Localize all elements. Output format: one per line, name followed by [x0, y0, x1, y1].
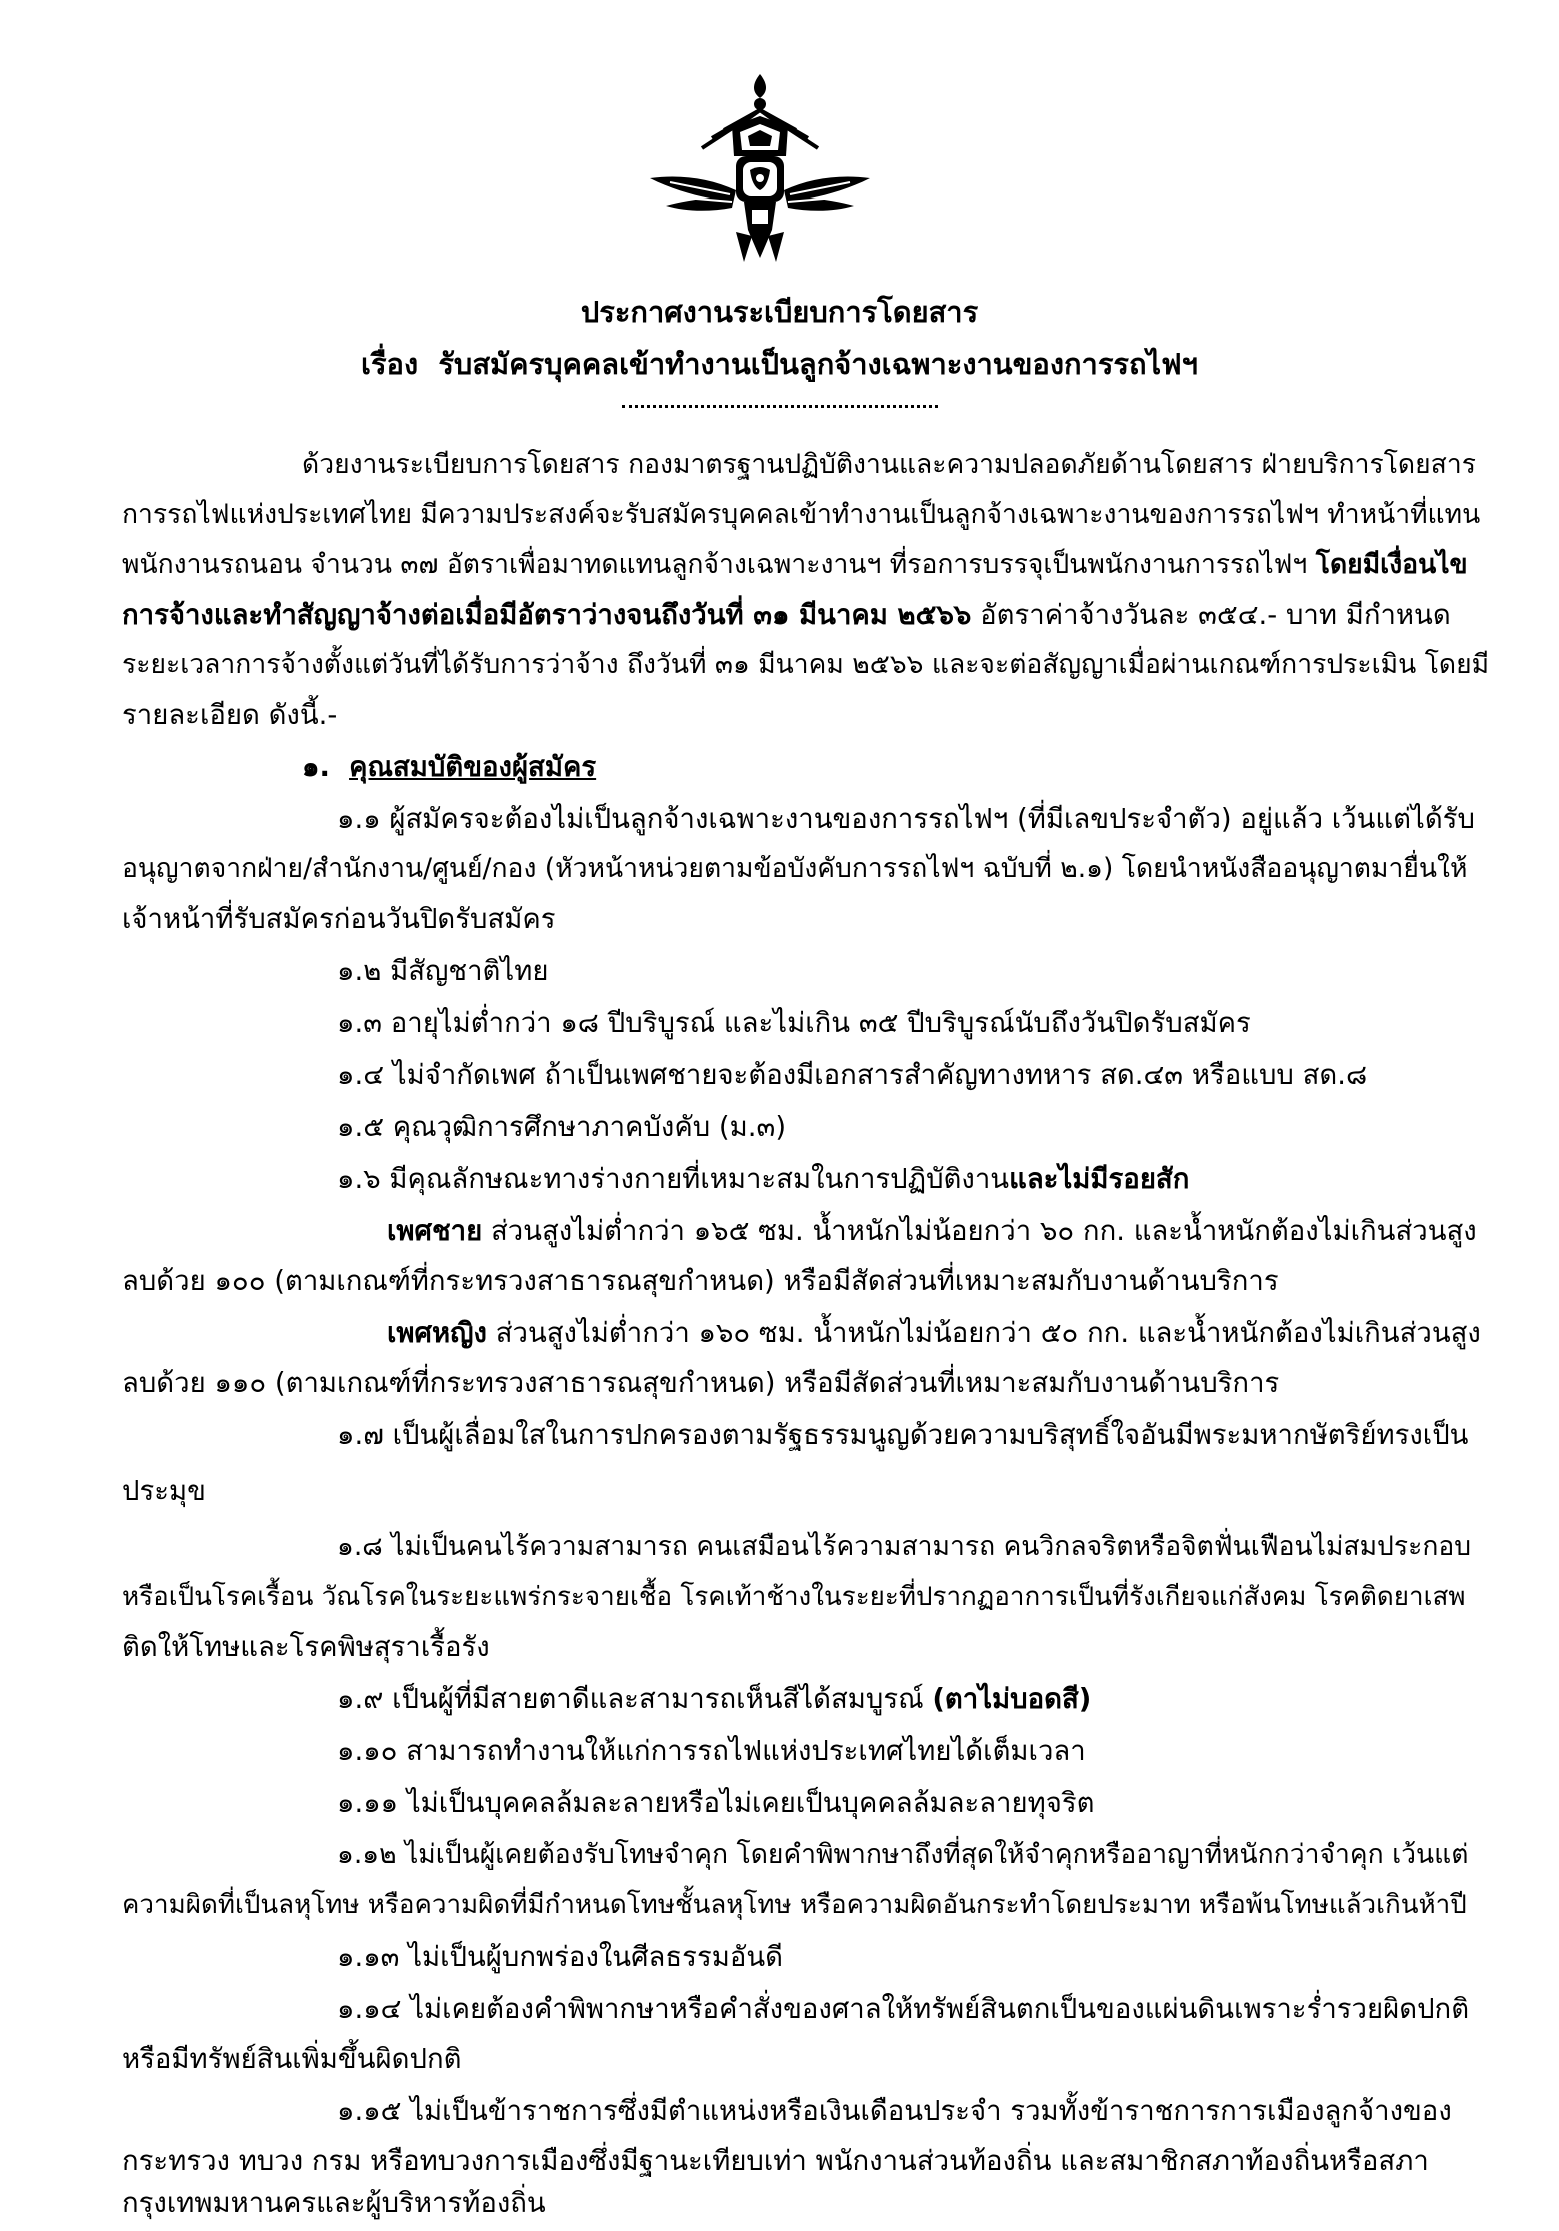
item-1-11: ๑.๑๑ ไม่เป็นบุคคลล้มละลายหรือไม่เคยเป็นบุคคลล้มละลายทุจริต [337, 1787, 1095, 1819]
item-1-15-line-1: ๑.๑๕ ไม่เป็นข้าราชการซึ่งมีตำแหน่งหรือเงินเดือนประจำ รวมทั้งข้าราชการการเมืองลูกจ้างของ [337, 2095, 1452, 2127]
announcement-title: ประกาศงานระเบียบการโดยสาร [580, 295, 979, 329]
item-1-1-line-3: เจ้าหน้าที่รับสมัครก่อนวันปิดรับสมัคร [122, 903, 556, 935]
intro-line-1: ด้วยงานระเบียบการโดยสาร กองมาตรฐานปฏิบัติงานและความปลอดภัยด้านโดยสาร ฝ่ายบริการโดยสาร [302, 449, 1476, 480]
item-1-12-line-1: ๑.๑๒ ไม่เป็นผู้เคยต้องรับโทษจำคุก โดยคำพิพากษาถึงที่สุดให้จำคุกหรืออาญาที่หนักกว่าจำคุก เว้นแต่ [337, 1839, 1469, 1870]
announcement-subject [0, 344, 1559, 384]
intro-line-5: ระยะเวลาการจ้างตั้งแต่วันที่ได้รับการว่าจ้าง ถึงวันที่ ๓๑ มีนาคม ๒๕๖๖ และจะต่อสัญญาเมื่อผ่านเกณฑ์การประเมิน โดยมี [122, 649, 1490, 680]
item-1-8-line-1: ๑.๘ ไม่เป็นคนไร้ความสามารถ คนเสมือนไร้ความสามารถ คนวิกลจริตหรือจิตฟั่นเฟือนไม่สมประกอบ [337, 1531, 1472, 1562]
male-criteria-line-1: เพศชาย ส่วนสูงไม่ต่ำกว่า ๑๖๕ ซม. น้ำหนักไม่น้อยกว่า ๖๐ กก. และน้ำหนักต้องไม่เกินส่วนสูง [387, 1215, 1477, 1247]
female-label: เพศหญิง [387, 1317, 487, 1349]
color-vision-bold: (ตาไม่บอดสี) [932, 1683, 1092, 1715]
intro-line-2: การรถไฟแห่งประเทศไทย มีความประสงค์จะรับสมัครบุคคลเข้าทำงานเป็นลูกจ้างเฉพาะงานของการรถไฟฯ ทำหน้าที่แทน [122, 499, 1481, 530]
item-1-12-line-2: ความผิดที่เป็นลหุโทษ หรือความผิดที่มีกำหนดโทษชั้นลหุโทษ หรือความผิดอันกระทำโดยประมาท หรือพ้นโทษแล้วเกินห้าปี [122, 1890, 1467, 1920]
female-criteria-line-1: เพศหญิง ส่วนสูงไม่ต่ำกว่า ๑๖๐ ซม. น้ำหนักไม่น้อยกว่า ๕๐ กก. และน้ำหนักต้องไม่เกินส่วนสูง [387, 1317, 1481, 1349]
item-1-2: ๑.๒ มีสัญชาติไทย [337, 955, 549, 987]
intro-date-bold: การจ้างและทำสัญญาจ้างต่อเมื่อมีอัตราว่างจนถึงวันที่ ๓๑ มีนาคม ๒๕๖๖ [122, 599, 972, 631]
item-1-15-line-3: กรุงเทพมหานครและผู้บริหารท้องถิ่น [122, 2187, 546, 2219]
male-label: เพศชาย [387, 1215, 483, 1247]
intro-condition-bold: โดยมีเงื่อนไข [1315, 549, 1468, 580]
state-railway-emblem [640, 70, 880, 270]
subject-text: รับสมัครบุคคลเข้าทำงานเป็นลูกจ้างเฉพาะงานของการรถไฟฯ [438, 347, 1198, 381]
no-tattoo-bold: และไม่มีรอยสัก [1009, 1163, 1190, 1195]
intro-line-6: รายละเอียด ดังนี้.- [122, 699, 338, 731]
item-1-4: ๑.๔ ไม่จำกัดเพศ ถ้าเป็นเพศชายจะต้องมีเอกสารสำคัญทางทหาร สด.๔๓ หรือแบบ สด.๘ [337, 1059, 1368, 1091]
intro-line-4: การจ้างและทำสัญญาจ้างต่อเมื่อมีอัตราว่างจนถึงวันที่ ๓๑ มีนาคม ๒๕๖๖ อัตราค่าจ้างวันละ ๓๕๔.- บาท มีกำหนด [122, 599, 1451, 631]
item-1-15-line-2: กระทรวง ทบวง กรม หรือทบวงการเมืองซึ่งมีฐานะเทียบเท่า พนักงานส่วนท้องถิ่น และสมาชิกสภาท้องถิ่นหรือสภา [122, 2145, 1429, 2177]
item-1-14-line-1: ๑.๑๔ ไม่เคยต้องคำพิพากษาหรือคำสั่งของศาลให้ทรัพย์สินตกเป็นของแผ่นดินเพราะร่ำรวยผิดปกติ [337, 1993, 1470, 2025]
item-1-1-line-1: ๑.๑ ผู้สมัครจะต้องไม่เป็นลูกจ้างเฉพาะงานของการรถไฟฯ (ที่มีเลขประจำตัว) อยู่แล้ว เว้นแต่ได้รับ [337, 803, 1475, 835]
item-1-6: ๑.๖ มีคุณลักษณะทางร่างกายที่เหมาะสมในการปฏิบัติงานและไม่มีรอยสัก [337, 1163, 1190, 1195]
item-1-7-line-2: ประมุข [122, 1475, 206, 1507]
male-criteria-line-2: ลบด้วย ๑๐๐ (ตามเกณฑ์ที่กระทรวงสาธารณสุขกำหนด) หรือมีสัดส่วนที่เหมาะสมกับงานด้านบริการ [122, 1265, 1279, 1297]
section-1-heading: ๑. คุณสมบัติของผู้สมัคร [302, 751, 597, 783]
female-criteria-line-2: ลบด้วย ๑๑๐ (ตามเกณฑ์ที่กระทรวงสาธารณสุขกำหนด) หรือมีสัดส่วนที่เหมาะสมกับงานด้านบริการ [122, 1367, 1280, 1399]
item-1-10: ๑.๑๐ สามารถทำงานให้แก่การรถไฟแห่งประเทศไทยได้เต็มเวลา [337, 1735, 1086, 1767]
item-1-8-line-3: ติดให้โทษและโรคพิษสุราเรื้อรัง [122, 1631, 490, 1663]
item-1-1-line-2: อนุญาตจากฝ่าย/สำนักงาน/ศูนย์/กอง (หัวหน้าหน่วยตามข้อบังคับการรถไฟฯ ฉบับที่ ๒.๑) โดยนำหนังสืออนุญาตมายื่นให้ [122, 853, 1468, 884]
item-1-3: ๑.๓ อายุไม่ต่ำกว่า ๑๘ ปีบริบูรณ์ และไม่เกิน ๓๕ ปีบริบูรณ์นับถึงวันปิดรับสมัคร [337, 1007, 1251, 1039]
item-1-9: ๑.๙ เป็นผู้ที่มีสายตาดีและสามารถเห็นสีได้สมบูรณ์ (ตาไม่บอดสี) [337, 1683, 1092, 1715]
intro-line-3: พนักงานรถนอน จำนวน ๓๗ อัตราเพื่อมาทดแทนลูกจ้างเฉพาะงานฯ ที่รอการบรรจุเป็นพนักงานการรถไฟฯ โดยมีเงื่อนไข [122, 549, 1468, 580]
subject-label: เรื่อง [361, 347, 419, 381]
item-1-5: ๑.๕ คุณวุฒิการศึกษาภาคบังคับ (ม.๓) [337, 1111, 787, 1143]
dotted-divider [622, 405, 938, 408]
item-1-7-line-1: ๑.๗ เป็นผู้เลื่อมใสในการปกครองตามรัฐธรรมนูญด้วยความบริสุทธิ์ใจอันมีพระมหากษัตริย์ทรงเป็น [337, 1419, 1469, 1451]
item-1-14-line-2: หรือมีทรัพย์สินเพิ่มขึ้นผิดปกติ [122, 2043, 462, 2075]
item-1-13: ๑.๑๓ ไม่เป็นผู้บกพร่องในศีลธรรมอันดี [337, 1941, 784, 1973]
item-1-8-line-2: หรือเป็นโรคเรื้อน วัณโรคในระยะแพร่กระจายเชื้อ โรคเท้าช้างในระยะที่ปรากฏอาการเป็นที่รังเกียจแก่สังคม โรคติดยาเสพ [122, 1582, 1466, 1612]
